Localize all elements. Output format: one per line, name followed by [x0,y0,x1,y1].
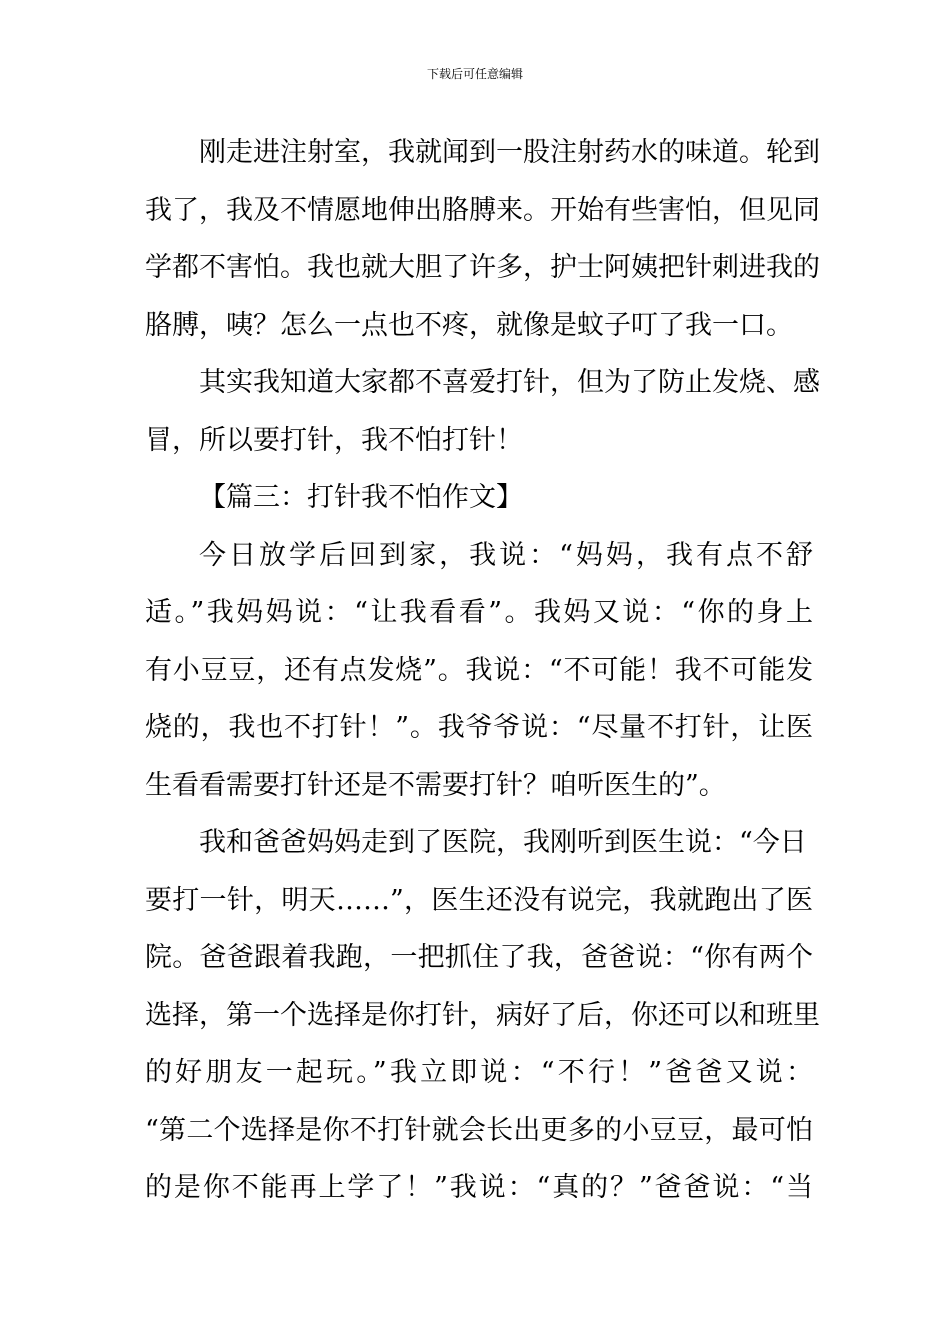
text-line: 我了，我及不情愿地伸出胳膊来。开始有些害怕，但见同 [145,194,820,226]
page-header: 下载后可任意编辑 [426,67,523,81]
section-heading: 【篇三：打针我不怕作文】 [199,482,523,513]
text-line: 学都不害怕。我也就大胆了许多，护士阿姨把针刺进我的 [145,252,820,283]
text-line: “第二个选择是你不打针就会长出更多的小豆豆，最可怕 [145,1114,813,1146]
text-line: 今日放学后回到家，我说：“妈妈，我有点不舒 [199,539,813,571]
text-line: 院。爸爸跟着我跑，一把抓住了我，爸爸说：“你有两个 [145,942,813,973]
text-line: 其实我知道大家都不喜爱打针，但为了防止发烧、感 [199,367,820,398]
text-line: 有小豆豆，还有点发烧”。我说：“不可能！我不可能发 [145,654,813,686]
text-line: 冒，所以要打针，我不怕打针！ [145,424,523,456]
document-body [145,130,820,1223]
text-line: 适。”我妈妈说：“让我看看”。我妈又说：“你的身上 [145,597,813,628]
text-line: 我和爸爸妈妈走到了医院，我刚听到医生说：“今日 [199,827,807,858]
text-line: 要打一针，明天……”，医生还没有说完，我就跑出了医 [145,884,813,916]
text-line: 生看看需要打针还是不需要打针？咱听医生的”。 [145,769,726,801]
text-line: 的是你不能再上学了！”我说：“真的？”爸爸说：“当 [145,1172,813,1203]
text-line: 的好朋友一起玩。”我立即说：“不行！”爸爸又说： [145,1057,813,1088]
text-line: 刚走进注射室，我就闻到一股注射药水的味道。轮到 [199,137,820,168]
text-line: 烧的，我也不打针！”。我爷爷说：“尽量不打针，让医 [145,712,813,743]
text-line: 胳膊，咦？怎么一点也不疼，就像是蚊子叮了我一口。 [145,309,793,341]
text-line: 选择，第一个选择是你打针，病好了后，你还可以和班里 [145,999,820,1031]
